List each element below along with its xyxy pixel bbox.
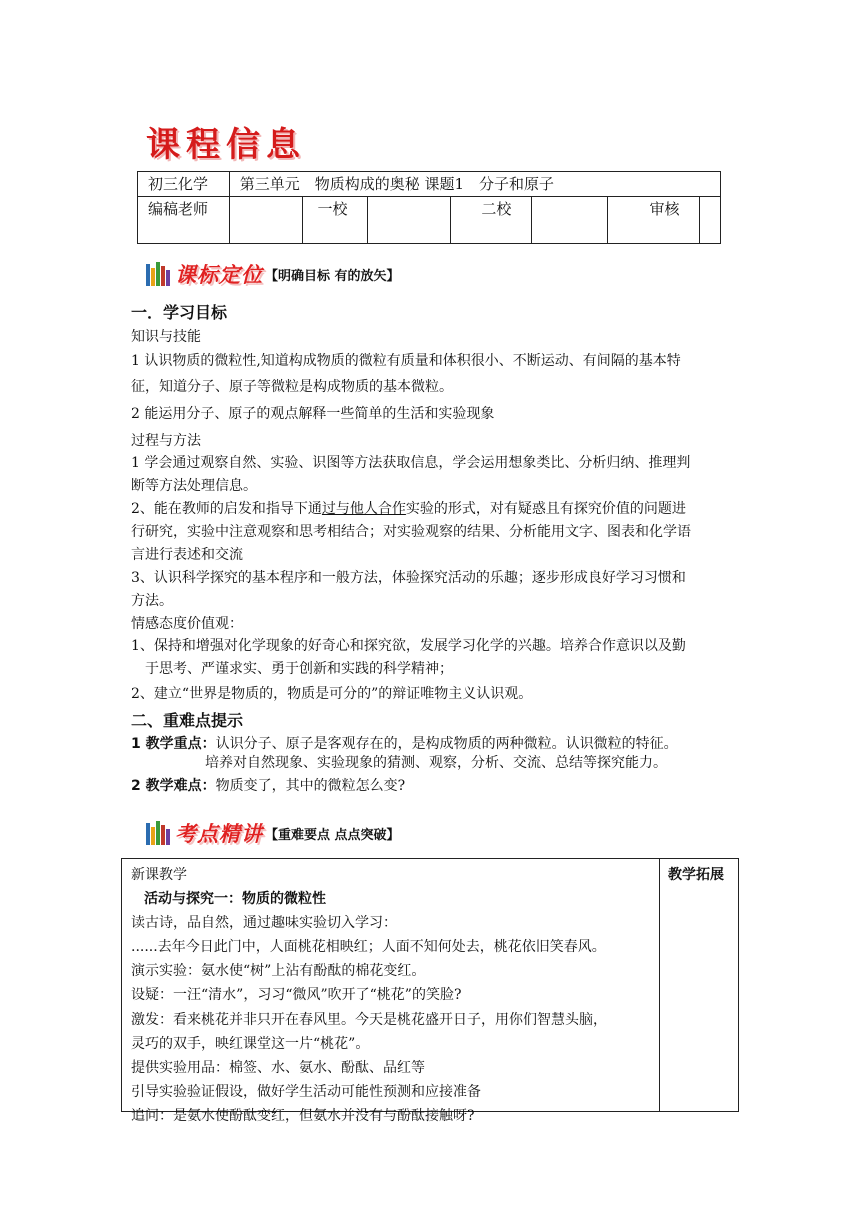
lesson-line: 提供实验用品：棉签、水、氨水、酚酞、品红等 <box>131 1060 425 1076</box>
info-row-subject <box>138 172 721 197</box>
review-value <box>700 197 721 244</box>
subject-cell: 初三化学 <box>138 172 230 197</box>
teaching-extension-header: 教学拓展 <box>668 867 724 883</box>
review-label: 审核 <box>607 197 699 244</box>
knowledge-heading: 知识与技能 <box>131 329 201 345</box>
exam-points-banner <box>146 818 400 848</box>
banner-tag: 【明确目标 有的放矢】 <box>265 268 400 284</box>
teaching-difficulty <box>131 775 405 797</box>
process-heading: 过程与方法 <box>131 433 201 449</box>
teaching-difficulty-text: 物质变了，其中的微粒怎么变? <box>215 778 406 794</box>
books-icon <box>146 262 171 286</box>
unit-cell: 第三单元 物质构成的奥秘 课题1 分子和原子 <box>229 172 720 197</box>
lesson-line: 追问：是氨水使酚酞变红，但氨水并没有与酚酞接触呀? <box>131 1108 475 1124</box>
teaching-difficulty-label: 2 教学难点： <box>131 778 216 794</box>
lesson-line: 灵巧的双手，映红课堂这一片“桃花”。 <box>131 1036 370 1052</box>
process-item-2-text-a: 2、能在教师的启发和指导下通 <box>131 501 322 517</box>
banner-tag: 【重难要点 点点突破】 <box>265 827 400 843</box>
process-item-2-line1 <box>131 498 686 520</box>
lesson-table <box>121 858 739 1124</box>
lesson-line: 演示实验：氨水使“树”上沾有酚酞的棉花变红。 <box>131 963 426 979</box>
section1-heading: 一．学习目标 <box>131 303 228 322</box>
school2-label: 二校 <box>451 197 531 244</box>
course-info-banner: 课程信息 <box>146 125 306 165</box>
knowledge-item-1-line1: 1 认识物质的微粒性,知道构成物质的微粒有质量和体积很小、不断运动、有间隔的基本特 <box>131 353 681 369</box>
lesson-line: ......去年今日此门中，人面桃花相映红；人面不知何处去，桃花依旧笑春风。 <box>131 939 606 955</box>
process-item-2-underlined: 过与他人合作 <box>321 501 406 517</box>
attitude-item-1-line1: 1、保持和增强对化学现象的好奇心和探究欲，发展学习化学的兴趣。培养合作意识以及勤 <box>131 638 686 654</box>
teaching-focus-label: 1 教学重点： <box>131 736 216 752</box>
school2-value <box>531 197 607 244</box>
lesson-line: 引导实验验证假设，做好学生活动可能性预测和应接准备 <box>131 1084 481 1100</box>
curriculum-banner <box>146 259 400 289</box>
editor-label: 编稿老师 <box>138 197 230 244</box>
course-info-table <box>137 171 721 244</box>
process-item-3-line2: 方法。 <box>131 593 173 609</box>
lesson-line: 设疑：一汪“清水”，习习“微风”吹开了“桃花”的笑脸? <box>131 987 462 1003</box>
process-item-2-text-b: 实验的形式，对有疑惑且有探究价值的问题进 <box>405 501 686 517</box>
lesson-line: 读古诗，品自然，通过趣味实验切入学习： <box>131 915 397 931</box>
lesson-line: 激发：看来桃花并非只开在春风里。今天是桃花盛开日子，用你们智慧头脑， <box>131 1012 607 1028</box>
teaching-extension-cell <box>660 859 738 1111</box>
books-icon <box>146 821 171 845</box>
editor-value <box>229 197 303 244</box>
banner-title: 考点精讲 <box>175 822 263 846</box>
attitude-item-1-line2: 于思考、严谨求实、勇于创新和实践的科学精神； <box>145 661 453 677</box>
school1-label: 一校 <box>303 197 367 244</box>
process-item-1-line2: 断等方法处理信息。 <box>131 478 257 494</box>
teaching-focus-text: 认识分子、原子是客观存在的，是构成物质的两种微粒。认识微粒的特征。 <box>215 736 678 752</box>
process-item-3-line1: 3、认识科学探究的基本程序和一般方法，体验探究活动的乐趣；逐步形成良好学习习惯和 <box>131 570 686 586</box>
activity-title: 活动与探究一：物质的微粒性 <box>144 891 326 907</box>
school1-value <box>367 197 451 244</box>
lesson-line: 新课教学 <box>131 867 187 883</box>
attitude-heading: 情感态度价值观： <box>131 616 243 632</box>
knowledge-item-1-line2: 征，知道分子、原子等微粒是构成物质的基本微粒。 <box>131 379 453 395</box>
knowledge-item-2: 2 能运用分子、原子的观点解释一些简单的生活和实验现象 <box>131 406 495 422</box>
process-item-2-line2: 行研究，实验中注意观察和思考相结合；对实验观察的结果、分析能用文字、图表和化学语 <box>131 524 691 540</box>
lesson-content-cell <box>122 859 660 1124</box>
banner-title: 课标定位 <box>175 263 263 287</box>
process-item-1-line1: 1 学会通过观察自然、实验、识图等方法获取信息，学会运用想象类比、分析归纳、推理判 <box>131 455 691 471</box>
teaching-focus-line2: 培养对自然现象、实验现象的猜测、观察，分析、交流、总结等探究能力。 <box>205 755 667 771</box>
attitude-item-2: 2、建立“世界是物质的，物质是可分的”的辩证唯物主义认识观。 <box>131 686 533 702</box>
section2-heading: 二、重难点提示 <box>131 711 244 730</box>
info-row-staff <box>138 197 721 244</box>
process-item-2-line3: 言进行表述和交流 <box>131 547 243 563</box>
